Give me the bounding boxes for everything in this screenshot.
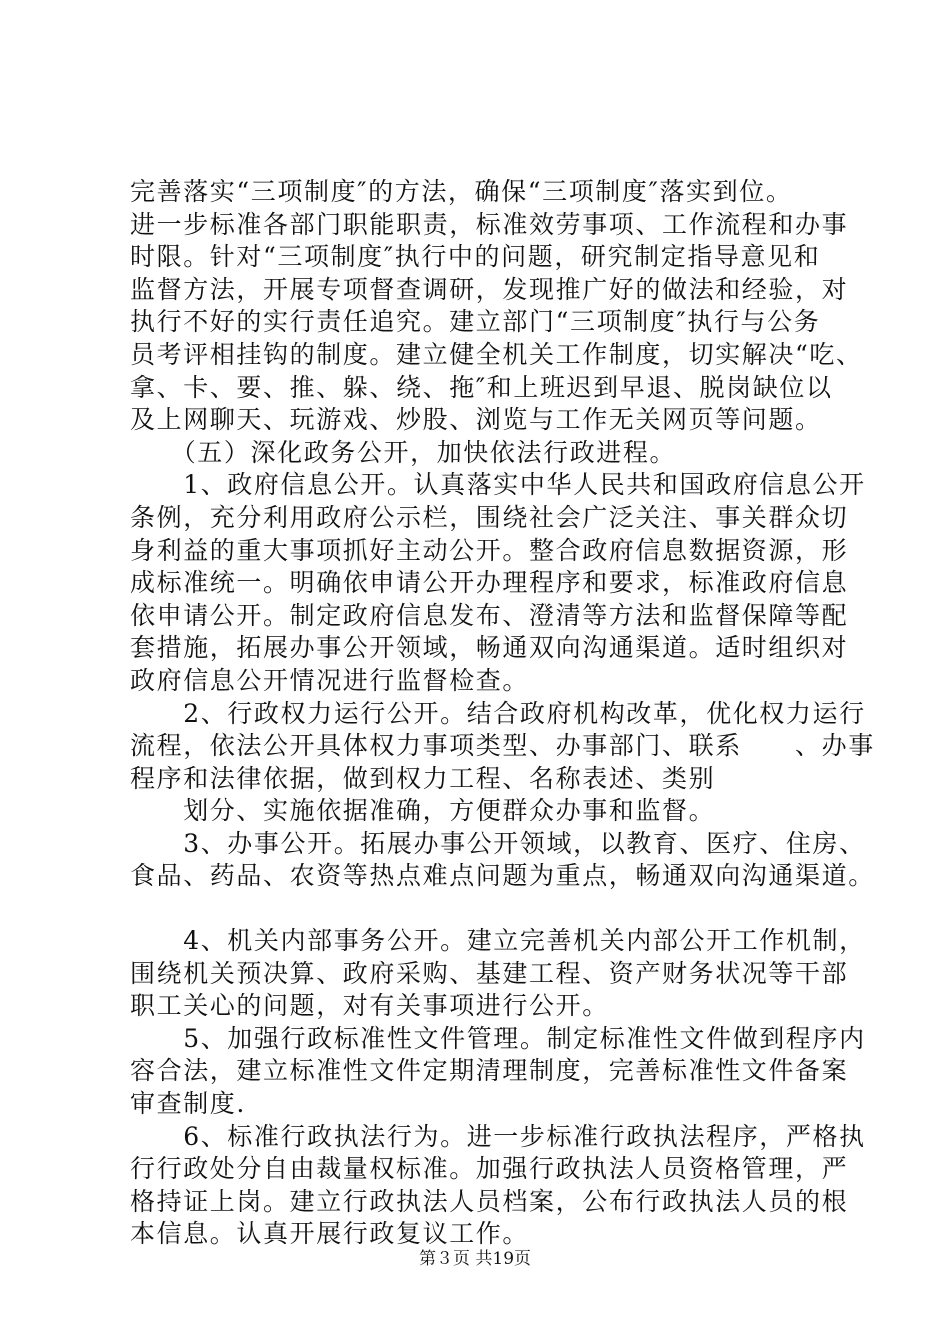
body-text: [130, 176, 875, 1251]
text-line: 格持证上岗。建立行政执法人员档案，公布行政执法人员的根: [130, 1186, 849, 1216]
text-line: 依申请公开。制定政府信息发布、澄清等方法和监督保障等配: [130, 600, 849, 630]
text-line: 进一步标准各部门职能职责，标准效劳事项、工作流程和办事: [130, 209, 849, 239]
text-line: 拿、卡、要、推、躲、绕、拖″和上班迟到早退、脱岗缺位以: [130, 372, 833, 402]
text-line: 成标准统一。明确依申请公开办理程序和要求，标准政府信息: [130, 568, 849, 598]
text-line: 程序和法律依据，做到权力工程、名称表述、类别: [130, 763, 716, 793]
text-line: 时限。针对“三项制度″执行中的问题，研究制定指导意见和: [130, 242, 821, 272]
page-number-footer: 第３页 共19页: [418, 1249, 532, 1269]
text-line: 容合法，建立标准性文件定期清理制度，完善标准性文件备案: [130, 1056, 849, 1086]
text-line: 政府信息公开情况进行监督检查。: [130, 665, 530, 695]
text-line: 4、机关内部事务公开。建立完善机关内部公开工作机制，: [130, 926, 866, 956]
text-line: 6、标准行政执法行为。进一步标准行政执法程序，严格执: [130, 1121, 866, 1151]
text-line: 围绕机关预决算、政府采购、基建工程、资产财务状况等干部: [130, 958, 849, 988]
text-line: 划分、实施依据准确，方便群众办事和监督。: [130, 796, 716, 826]
text-line: 食品、药品、农资等热点难点问题为重点，畅通双向沟通渠道。: [130, 861, 875, 891]
text-line: 2、行政权力运行公开。结合政府机构改革，优化权力运行: [130, 698, 866, 728]
text-line: 条例，充分利用政府公示栏，围绕社会广泛关注、事关群众切: [130, 502, 849, 532]
text-line: 员考评相挂钩的制度。建立健全机关工作制度，切实解决“吃、: [130, 339, 863, 369]
text-line: 流程，依法公开具体权力事项类型、办事部门、联系 、办事: [130, 731, 875, 761]
paragraph-gap: [130, 893, 850, 925]
text-line: 行行政处分自由裁量权标准。加强行政执法人员资格管理，严: [130, 1154, 849, 1184]
text-line: 本信息。认真开展行政复议工作。: [130, 1219, 530, 1249]
text-line: 执行不好的实行责任追究。建立部门“三项制度″执行与公务: [130, 307, 821, 337]
text-line: 监督方法，开展专项督查调研，发现推广好的做法和经验，对: [130, 274, 849, 304]
text-line: 5、加强行政标准性文件管理。制定标准性文件做到程序内: [130, 1023, 866, 1053]
section-heading: （五）深化政务公开，加快依法行政进程。: [130, 437, 677, 467]
text-line: 完善落实“三项制度″的方法，确保“三项制度″落实到位。: [130, 177, 793, 206]
text-line: 及上网聊天、玩游戏、炒股、浏览与工作无关网页等问题。: [130, 405, 822, 435]
text-line: 1、政府信息公开。认真落实中华人民共和国政府信息公开: [130, 470, 866, 500]
text-line: 身利益的重大事项抓好主动公开。整合政府信息数据资源，形: [130, 535, 849, 565]
text-line: 套措施，拓展办事公开领域，畅通双向沟通渠道。适时组织对: [130, 633, 849, 663]
text-line: 审查制度.: [130, 1089, 246, 1119]
text-line: 3、办事公开。拓展办事公开领域，以教育、医疗、住房、: [130, 828, 866, 858]
text-line: 职工关心的问题，对有关事项进行公开。: [130, 991, 609, 1021]
